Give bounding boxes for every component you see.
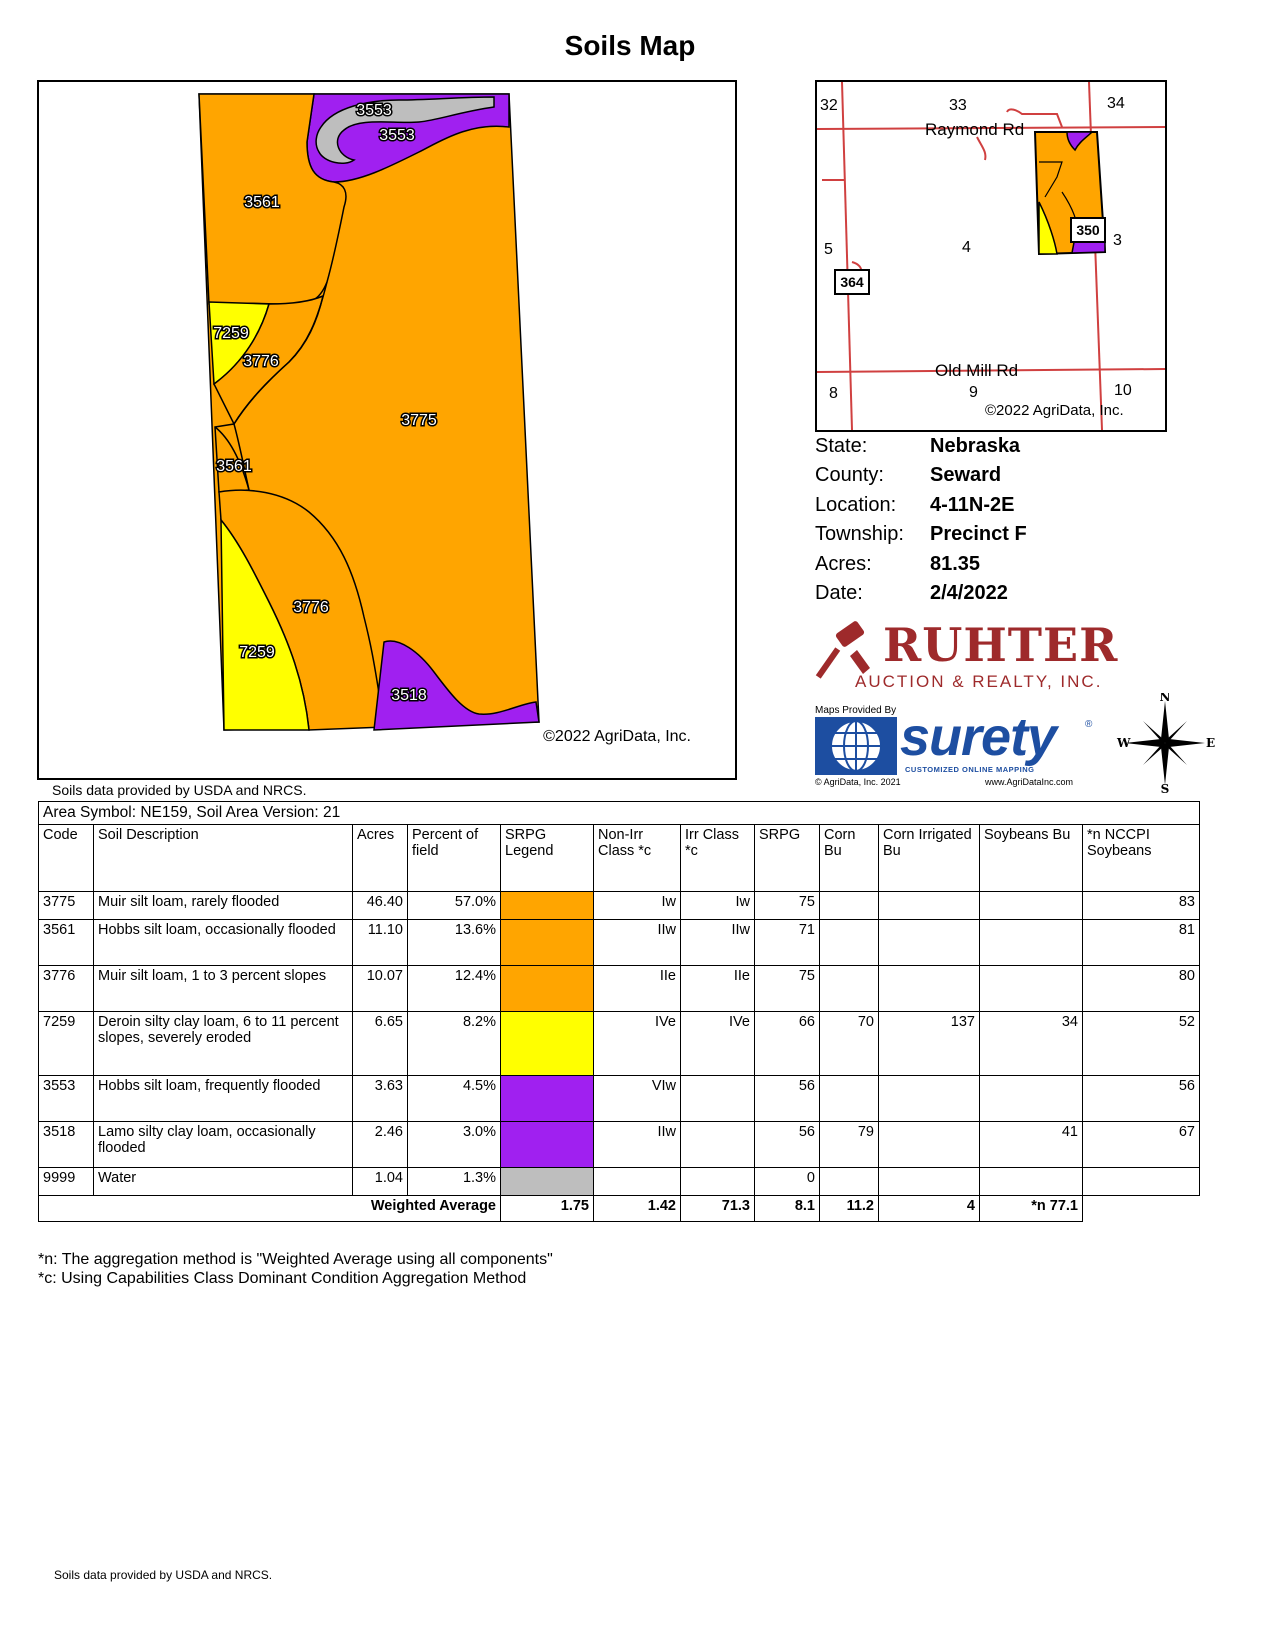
cell-nccpi: 56 <box>1083 1076 1200 1122</box>
info-value: 2/4/2022 <box>930 581 1008 604</box>
soil-label: 3561 <box>216 458 252 475</box>
section-number: 5 <box>824 241 833 258</box>
cell-percent: 4.5% <box>408 1076 501 1122</box>
soil-label: 3561 <box>244 194 280 211</box>
location-map-copyright: ©2022 AgriData, Inc. <box>985 402 1124 419</box>
cell-srpg: 56 <box>755 1122 820 1168</box>
info-label: Township: <box>815 523 904 546</box>
weighted-nonirr: 1.75 <box>501 1196 594 1222</box>
cell-corn-irrigated <box>879 1076 980 1122</box>
table-row <box>39 1012 1200 1076</box>
cell-corn <box>820 966 879 1012</box>
section-number: 32 <box>820 97 838 114</box>
ruhter-subtitle: AUCTION & REALTY, INC. <box>855 672 1103 691</box>
soil-label: 3553 <box>379 127 415 144</box>
cell-corn <box>820 1168 879 1196</box>
cell-irr-class: Iw <box>681 892 755 920</box>
highway-label: 364 <box>840 274 864 290</box>
weighted-average-row <box>39 1196 1200 1222</box>
cell-legend <box>501 1168 594 1196</box>
table-row <box>39 920 1200 966</box>
section-number: 8 <box>829 385 838 402</box>
cell-nccpi: 81 <box>1083 920 1200 966</box>
cell-percent: 1.3% <box>408 1168 501 1196</box>
cell-soybeans <box>980 966 1083 1012</box>
surety-wordmark: surety <box>900 707 1057 767</box>
soils-map[interactable] <box>37 80 737 780</box>
header-irr-class: Irr Class *c <box>681 825 755 892</box>
cell-nccpi: 52 <box>1083 1012 1200 1076</box>
cell-description: Water <box>94 1168 353 1196</box>
cell-code: 3561 <box>39 920 94 966</box>
cell-percent: 13.6% <box>408 920 501 966</box>
area-symbol-row <box>39 802 1200 825</box>
cell-corn-irrigated <box>879 892 980 920</box>
soil-label: 7259 <box>213 325 249 342</box>
ruhter-name: RUHTER <box>883 618 1119 672</box>
info-label: Date: <box>815 581 863 604</box>
cell-legend <box>501 892 594 920</box>
globe-icon <box>815 717 897 775</box>
cell-corn-irrigated <box>879 966 980 1012</box>
cell-soybeans <box>980 892 1083 920</box>
cell-irr-class <box>681 1076 755 1122</box>
header-corn-irrigated: Corn Irrigated Bu <box>879 825 980 892</box>
compass-rose-icon <box>1115 693 1215 793</box>
cell-description: Hobbs silt loam, occasionally flooded <box>94 920 353 966</box>
cell-nccpi: 80 <box>1083 966 1200 1012</box>
cell-acres: 11.10 <box>353 920 408 966</box>
cell-corn-irrigated <box>879 920 980 966</box>
cell-code: 3518 <box>39 1122 94 1168</box>
cell-corn: 79 <box>820 1122 879 1168</box>
cell-code: 7259 <box>39 1012 94 1076</box>
registered-mark: ® <box>1085 719 1093 730</box>
cell-nonirr-class: IVe <box>594 1012 681 1076</box>
location-map-canvas[interactable] <box>817 82 1165 430</box>
cell-legend <box>501 1012 594 1076</box>
surety-copyright: © AgriData, Inc. 2021 <box>815 777 901 787</box>
info-value: Nebraska <box>930 435 1021 457</box>
cell-nonirr-class: Iw <box>594 892 681 920</box>
info-value: Seward <box>930 464 1002 487</box>
area-symbol: Area Symbol: NE159, Soil Area Version: 21 <box>39 802 1200 825</box>
cell-corn <box>820 892 879 920</box>
cell-legend <box>501 1076 594 1122</box>
soils-data-credit: Soils data provided by USDA and NRCS. <box>52 782 307 798</box>
soils-table <box>38 801 1200 1222</box>
section-number: 4 <box>962 239 971 256</box>
info-label: Acres: <box>815 552 872 575</box>
surety-logo <box>815 705 1100 790</box>
cell-srpg: 0 <box>755 1168 820 1196</box>
table-row <box>39 892 1200 920</box>
cell-soybeans <box>980 1076 1083 1122</box>
info-label: County: <box>815 464 884 487</box>
soil-label: 3776 <box>243 353 279 370</box>
cell-acres: 2.46 <box>353 1122 408 1168</box>
cell-percent: 12.4% <box>408 966 501 1012</box>
cell-acres: 3.63 <box>353 1076 408 1122</box>
cell-code: 3776 <box>39 966 94 1012</box>
header-soybeans: Soybeans Bu <box>980 825 1083 892</box>
cell-srpg: 75 <box>755 892 820 920</box>
header-corn: Corn Bu <box>820 825 879 892</box>
cell-srpg: 75 <box>755 966 820 1012</box>
soils-map-canvas[interactable] <box>39 82 735 778</box>
cell-corn <box>820 920 879 966</box>
cell-acres: 1.04 <box>353 1168 408 1196</box>
cell-corn-irrigated: 137 <box>879 1012 980 1076</box>
cell-legend <box>501 920 594 966</box>
footnote-c: *c: Using Capabilities Class Dominant Condition Aggregation Method <box>38 1270 527 1287</box>
cell-nccpi: 67 <box>1083 1122 1200 1168</box>
compass-south: S <box>1160 782 1170 793</box>
section-number: 34 <box>1107 95 1125 112</box>
cell-soybeans: 41 <box>980 1122 1083 1168</box>
weighted-corn: 8.1 <box>755 1196 820 1222</box>
cell-acres: 10.07 <box>353 966 408 1012</box>
table-header-row <box>39 825 1200 892</box>
cell-acres: 6.65 <box>353 1012 408 1076</box>
weighted-srpg: 71.3 <box>681 1196 755 1222</box>
section-number: 10 <box>1114 382 1132 399</box>
surety-tagline: CUSTOMIZED ONLINE MAPPING <box>905 765 1035 774</box>
cell-soybeans <box>980 1168 1083 1196</box>
ruhter-logo <box>815 618 1119 691</box>
cell-nonirr-class: VIw <box>594 1076 681 1122</box>
cell-corn-irrigated <box>879 1122 980 1168</box>
header-srpg: SRPG <box>755 825 820 892</box>
soil-label: 3553 <box>356 102 392 119</box>
compass-east: E <box>1206 736 1215 750</box>
table-row <box>39 1168 1200 1196</box>
weighted-soybeans: 4 <box>879 1196 980 1222</box>
road-name: Raymond Rd <box>925 120 1025 139</box>
cell-nonirr-class: IIw <box>594 920 681 966</box>
cell-description: Muir silt loam, 1 to 3 percent slopes <box>94 966 353 1012</box>
cell-description: Lamo silty clay loam, occasionally flooded <box>94 1122 353 1168</box>
bottom-data-credit: Soils data provided by USDA and NRCS. <box>54 1568 273 1582</box>
cell-code: 9999 <box>39 1168 94 1196</box>
header-description: Soil Description <box>94 825 353 892</box>
gavel-icon <box>815 620 885 680</box>
info-value: 81.35 <box>930 552 981 575</box>
cell-percent: 3.0% <box>408 1122 501 1168</box>
cell-acres: 46.40 <box>353 892 408 920</box>
highway-label: 350 <box>1076 222 1100 238</box>
cell-corn: 70 <box>820 1012 879 1076</box>
cell-description: Hobbs silt loam, frequently flooded <box>94 1076 353 1122</box>
section-number: 3 <box>1113 232 1122 249</box>
cell-irr-class: IIw <box>681 920 755 966</box>
cell-irr-class <box>681 1122 755 1168</box>
road-line <box>977 137 985 160</box>
cell-code: 3553 <box>39 1076 94 1122</box>
location-map[interactable] <box>815 80 1167 432</box>
page-title: Soils Map <box>564 30 696 61</box>
cell-corn <box>820 1076 879 1122</box>
header-srpg-legend: SRPG Legend <box>501 825 594 892</box>
cell-legend <box>501 966 594 1012</box>
info-label: State: <box>815 435 868 457</box>
cell-percent: 8.2% <box>408 1012 501 1076</box>
surety-url: www.AgriDataInc.com <box>985 777 1074 787</box>
cell-soybeans <box>980 920 1083 966</box>
cell-nccpi: 83 <box>1083 892 1200 920</box>
header-percent: Percent of field <box>408 825 501 892</box>
weighted-irr: 1.42 <box>594 1196 681 1222</box>
cell-srpg: 71 <box>755 920 820 966</box>
cell-description: Deroin silty clay loam, 6 to 11 percent slopes, severely eroded <box>94 1012 353 1076</box>
road-name: Old Mill Rd <box>935 361 1019 380</box>
cell-nonirr-class: IIe <box>594 966 681 1012</box>
soil-label: 3776 <box>293 599 329 616</box>
cell-percent: 57.0% <box>408 892 501 920</box>
section-number: 9 <box>969 384 978 401</box>
table-row <box>39 966 1200 1012</box>
soil-label: 7259 <box>239 644 275 661</box>
cell-nonirr-class: IIw <box>594 1122 681 1168</box>
cell-code: 3775 <box>39 892 94 920</box>
cell-corn-irrigated <box>879 1168 980 1196</box>
header-code: Code <box>39 825 94 892</box>
info-value: Precinct F <box>930 523 1027 546</box>
header-nonirr-class: Non-Irr Class *c <box>594 825 681 892</box>
info-label: Location: <box>815 493 897 516</box>
footnote-n: *n: The aggregation method is "Weighted Average using all components" <box>38 1251 553 1268</box>
road-line <box>842 82 852 430</box>
cell-description: Muir silt loam, rarely flooded <box>94 892 353 920</box>
cell-irr-class <box>681 1168 755 1196</box>
weighted-corn-irrigated: 11.2 <box>820 1196 879 1222</box>
compass-north: N <box>1159 693 1171 704</box>
info-value: 4-11N-2E <box>930 493 1015 516</box>
weighted-label: Weighted Average <box>39 1196 501 1222</box>
compass-west: W <box>1117 736 1131 750</box>
maps-provided-by: Maps Provided By <box>815 705 897 716</box>
map-copyright: ©2022 AgriData, Inc. <box>543 728 691 745</box>
cell-legend <box>501 1122 594 1168</box>
cell-irr-class: IIe <box>681 966 755 1012</box>
cell-soybeans: 34 <box>980 1012 1083 1076</box>
cell-srpg: 56 <box>755 1076 820 1122</box>
weighted-nccpi: *n 77.1 <box>980 1196 1083 1222</box>
table-row <box>39 1076 1200 1122</box>
cell-irr-class: IVe <box>681 1012 755 1076</box>
soil-label: 3775 <box>401 412 437 429</box>
section-number: 33 <box>949 97 967 114</box>
header-nccpi: *n NCCPI Soybeans <box>1083 825 1200 892</box>
header-acres: Acres <box>353 825 408 892</box>
cell-nonirr-class <box>594 1168 681 1196</box>
cell-nccpi <box>1083 1168 1200 1196</box>
table-row <box>39 1122 1200 1168</box>
cell-srpg: 66 <box>755 1012 820 1076</box>
soil-label: 3518 <box>391 687 427 704</box>
